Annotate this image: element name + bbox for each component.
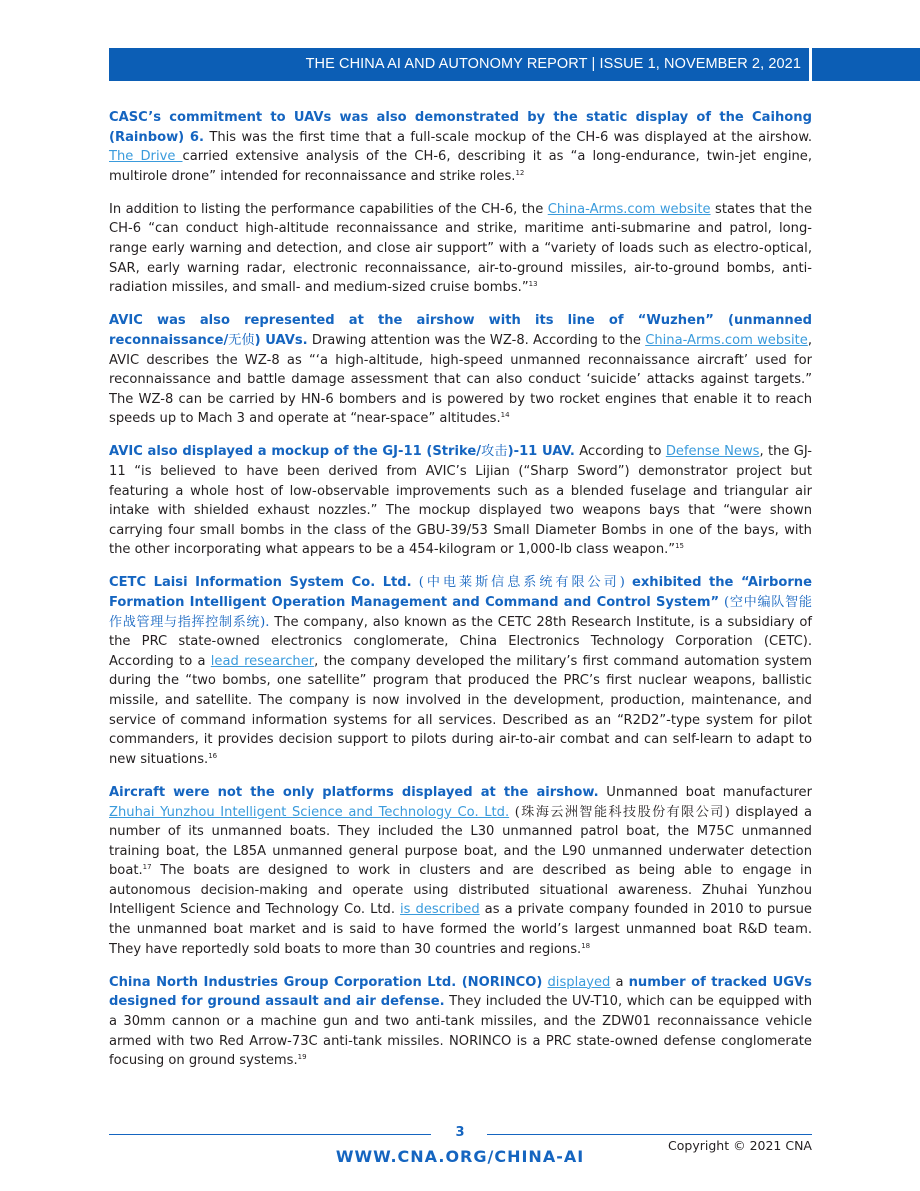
paragraph-wuzhen — [109, 311, 812, 429]
paragraph-lead: number of tracked UGVs designed for ground assault and air defense. — [109, 974, 812, 1010]
paragraph-text: According to — [574, 444, 666, 460]
header-edge-tab — [812, 48, 920, 81]
link-zhuhai-yunzhou[interactable]: Zhuhai Yunzhou Intelligent Science and Technology Co. Ltd. — [109, 804, 510, 820]
footer-divider-left — [109, 1134, 431, 1135]
paragraph-lead-cjk: (空中编队智能作战管理与指挥控制系统). — [109, 595, 812, 630]
paragraph-lead-cjk: (中电莱斯信息系统有限公司) — [411, 575, 632, 591]
link-defense-news[interactable]: Defense News — [665, 444, 760, 460]
paragraph-lead: China North Industries Group Corporation Ltd. (NORINCO) — [109, 974, 543, 990]
footnote-ref[interactable]: 19 — [297, 1053, 307, 1062]
paragraph-ch6-capabilities — [109, 200, 812, 298]
report-header-title: THE CHINA AI AND AUTONOMY REPORT | ISSUE 1, NOVEMBER 2, 2021 — [305, 56, 801, 72]
footer-site-url[interactable]: WWW.CNA.ORG/CHINA-AI — [335, 1147, 585, 1166]
paragraph-text: displayed a number of its unmanned boats. They included the L30 unmanned patrol boat, the M75C unmanned training boat, the L85A unmanned general purpose boat, and the L90 unmanned underwater detection boat. — [109, 804, 812, 879]
report-header-bar — [109, 48, 809, 81]
paragraph-lead: AVIC was also represented at the airshow with its line of “Wuzhen” (unmanned reconnaissance/ — [109, 313, 812, 348]
paragraph-text: carried extensive analysis of the CH-6, describing it as “a long-endurance, twin-jet engine, multirole drone” intended for reconnaissance and strike roles. — [109, 149, 813, 184]
footnote-ref[interactable]: 15 — [675, 542, 684, 551]
paragraph-text: The company, also known as the CETC 28th Research Institute, is a subsidiary of the PRC state-owned electronics conglomerate, China Electronics Technology Corporation (CETC). According to a — [109, 614, 812, 669]
paragraph-text: as a private company founded in 2010 to pursue the unmanned boat market and is said to have formed the world’s largest unmanned boat R&D team. They have reportedly sold boats to more than 30 countries and regions. — [109, 902, 812, 957]
footnote-ref[interactable]: 18 — [581, 941, 591, 950]
paragraph-text: Drawing attention was the WZ-8. According to the — [307, 332, 646, 348]
link-the-drive[interactable]: The Drive — [109, 149, 183, 165]
footer-divider-right — [487, 1134, 812, 1135]
link-displayed[interactable]: displayed — [547, 974, 611, 990]
paragraph-lead: CASC’s commitment to UAVs was also demonstrated by the static display of the Caihong (Rainbow) 6. — [109, 110, 812, 145]
paragraph-text: a — [610, 974, 629, 990]
paragraph-text-cjk: (珠海云洲智能科技股份有限公司) — [509, 804, 730, 820]
paragraph-text: This was the first time that a full-scale mockup of the CH-6 was displayed at the airshow. — [204, 129, 812, 145]
paragraph-lead-cjk: 攻击 — [481, 444, 508, 460]
paragraph-cetc — [109, 573, 812, 769]
paragraph-text: The boats are designed to work in clusters and are described as being able to engage in autonomous decision-making and operate using distributed situational awareness. Zhuhai Yunzhou Intelligent Science and Technology Co. Ltd. — [109, 863, 812, 918]
paragraph-lead: CETC Laisi Information System Co. Ltd. — [109, 575, 412, 591]
paragraph-unmanned-boats — [109, 783, 812, 959]
paragraph-norinco — [109, 973, 812, 1071]
paragraph-lead-cjk: 无侦 — [228, 332, 255, 348]
article-body — [109, 108, 812, 1084]
paragraph-lead: Aircraft were not the only platforms displayed at the airshow. — [109, 784, 599, 800]
paragraph-text: , AVIC describes the WZ-8 as “‘a high-altitude, high-speed unmanned reconnaissance aircraft’ used for reconnaissance and battle damage assessment that can also conduct ‘suicide’ attacks against targets.” The WZ-8 can be carried by HN-6 bombers and is powered by two rocket engines that enable it to reach speeds up to Mach 3 and operate at “near-space” altitudes. — [109, 332, 812, 427]
paragraph-text: states that the CH-6 “can conduct high-altitude reconnaissance and strike, maritime anti-submarine and patrol, long-range early warning and detection, and close air support” with a “variety of loads such as electro-optical, SAR, early warning radar, electronic reconnaissance, air-to-ground missiles, air-to-ground bombs, anti-radiation missiles, and small- and medium-sized cruise bombs.” — [109, 201, 813, 296]
paragraph-ch6 — [109, 108, 812, 186]
footnote-ref[interactable]: 13 — [528, 280, 538, 289]
paragraph-gj11 — [109, 442, 812, 560]
link-lead-researcher[interactable]: lead researcher — [210, 653, 315, 669]
page-number: 3 — [455, 1125, 465, 1140]
paragraph-lead: exhibited the “Airborne Formation Intelligent Operation Management and Command and Control System” — [109, 575, 812, 611]
footnote-ref[interactable]: 16 — [208, 751, 218, 760]
link-china-arms[interactable]: China-Arms.com website — [645, 332, 808, 348]
paragraph-lead: )-11 UAV. — [507, 444, 575, 460]
footnote-ref[interactable]: 17 — [142, 863, 152, 872]
paragraph-lead: ) UAVs. — [254, 332, 308, 348]
paragraph-text: , the GJ-11 “is believed to have been derived from AVIC’s Lijian (“Sharp Sword”) demonstrator project but featuring a whole host of low-observable improvements such as a blended fuselage and triangular air intake with shielded exhaust nozzles.” The mockup displayed two weapons bays that “were shown carrying four small bombs in the class of the GBU-39/53 Small Diameter Bombs in one of the bays, with the other incorporating what appears to be a 454-kilogram or 1,000-lb class weapon.” — [109, 444, 813, 558]
footnote-ref[interactable]: 12 — [515, 168, 525, 177]
copyright-notice: Copyright © 2021 CNA — [668, 1138, 812, 1153]
paragraph-text: , the company developed the military’s first command automation system during the “two bombs, one satellite” program that produced the PRC’s first nuclear weapons, ballistic missile, and satellite. The company is now involved in the development, production, maintenance, and service of command information systems for all services. Described as an “R2D2”-type system for pilot commanders, it provides decision support to pilots during air-to-air combat and can self-learn to adapt to new situations. — [109, 653, 812, 767]
paragraph-text: They included the UV-T10, which can be equipped with a 30mm cannon or a machine gun and two anti-tank missiles, and the ZDW01 reconnaissance vehicle armed with two Red Arrow-73C anti-tank missiles. NORINCO is a PRC state-owned defense conglomerate focusing on ground systems. — [109, 994, 812, 1069]
paragraph-text: Unmanned boat manufacturer — [598, 784, 812, 800]
link-china-arms[interactable]: China-Arms.com website — [547, 201, 711, 217]
paragraph-text: In addition to listing the performance capabilities of the CH-6, the — [109, 201, 548, 217]
footnote-ref[interactable]: 14 — [500, 411, 510, 420]
link-is-described[interactable]: is described — [400, 902, 480, 918]
paragraph-lead: AVIC also displayed a mockup of the GJ-11 (Strike/ — [109, 444, 482, 460]
